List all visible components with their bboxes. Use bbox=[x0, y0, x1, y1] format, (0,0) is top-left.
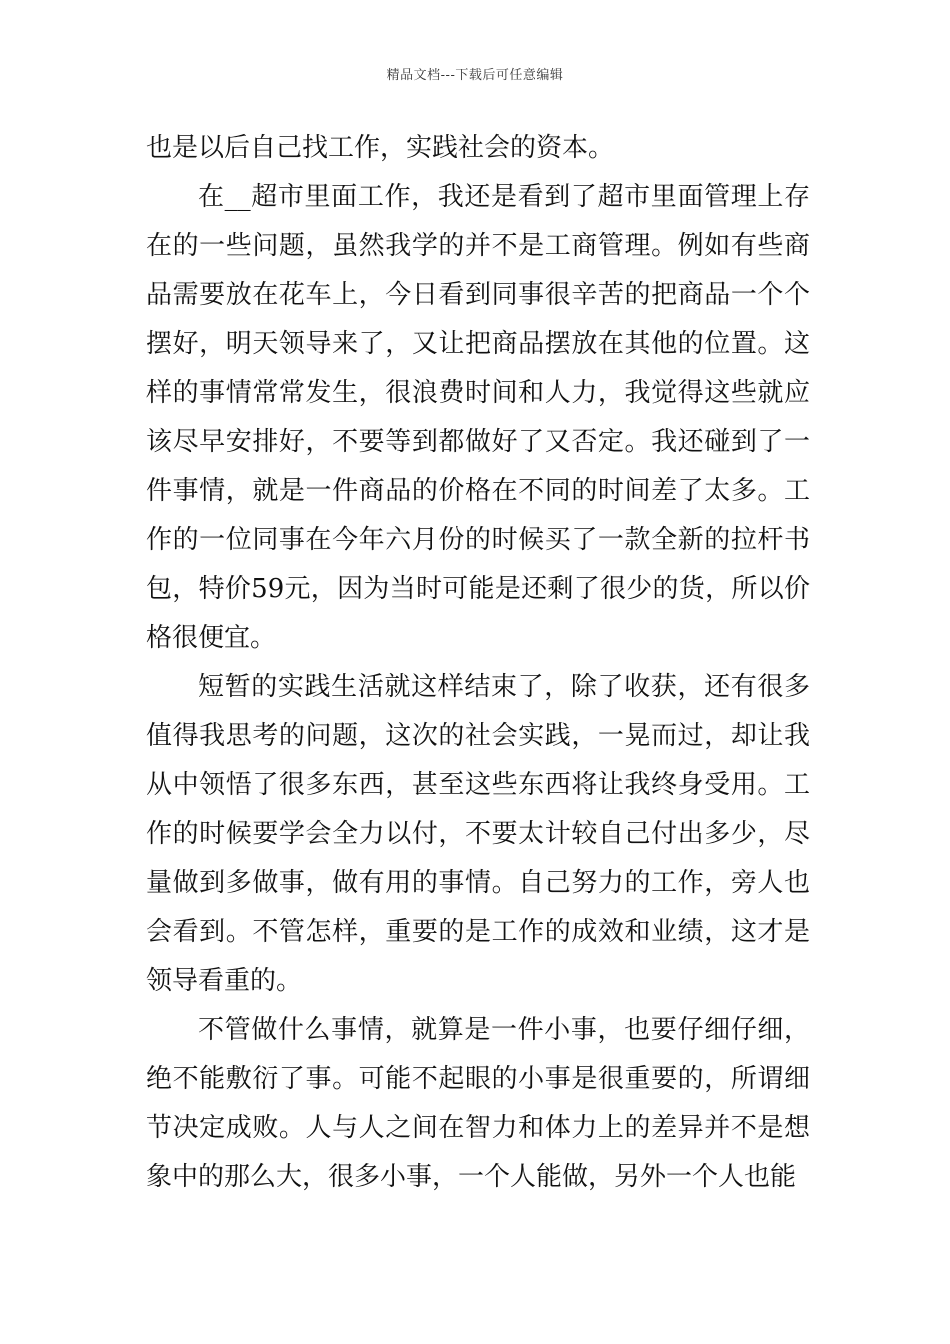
document-body bbox=[146, 124, 810, 1202]
page-header: 精品文档---下载后可任意编辑 bbox=[386, 68, 564, 83]
paragraph-1: 也是以后自己找工作，实践社会的资本。 bbox=[146, 133, 615, 163]
paragraph-4: 不管做什么事情，就算是一件小事，也要仔细仔细，绝不能敷衍了事。可能不起眼的小事是很重要的，所谓细节决定成败。人与人之间在智力和体力上的差异并不是想象中的那么大，很多小事，一个人能做，另外一个人也能 bbox=[146, 1015, 810, 1192]
paragraph-2: 在__超市里面工作，我还是看到了超市里面管理上存在的一些问题，虽然我学的并不是工商管理。例如有些商品需要放在花车上，今日看到同事很辛苦的把商品一个个摆好，明天领导来了，又让把商品摆放在其他的位置。这样的事情常常发生，很浪费时间和人力，我觉得这些就应该尽早安排好，不要等到都做好了又否定。我还碰到了一件事情，就是一件商品的价格在不同的时间差了太多。工作的一位同事在今年六月份的时候买了一款全新的拉杆书包，特价59元，因为当时可能是还剩了很少的货，所以价格很便宜。 bbox=[146, 182, 810, 653]
paragraph-3: 短暂的实践生活就这样结束了，除了收获，还有很多值得我思考的问题，这次的社会实践，一晃而过，却让我从中领悟了很多东西，甚至这些东西将让我终身受用。工作的时候要学会全力以付，不要太计较自己付出多少，尽量做到多做事，做有用的事情。自己努力的工作，旁人也会看到。不管怎样，重要的是工作的成效和业绩，这才是领导看重的。 bbox=[146, 672, 810, 996]
